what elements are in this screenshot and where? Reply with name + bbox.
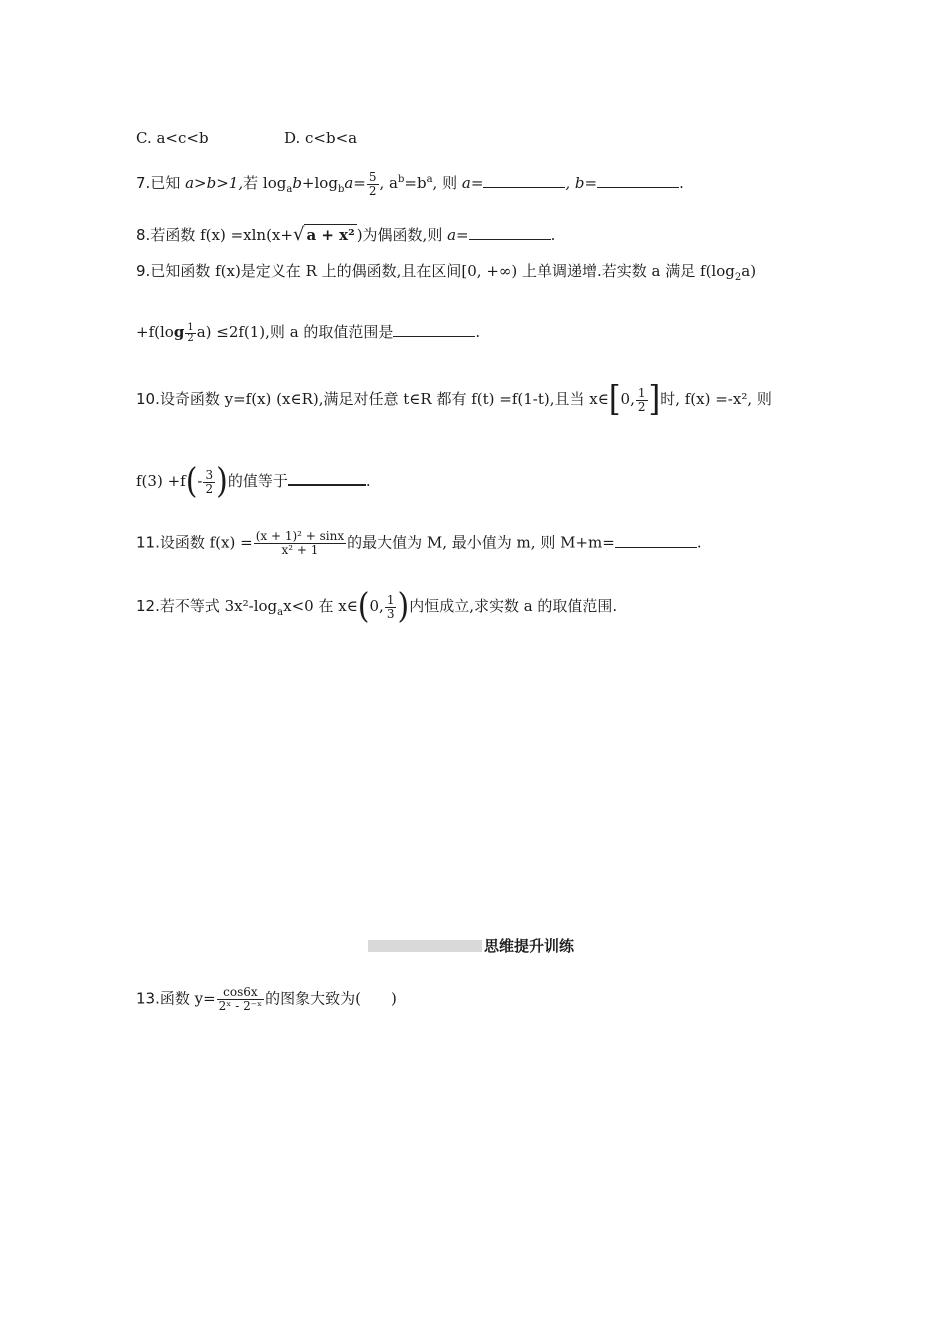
q11-text: 设函数 f(x) = xyxy=(159,533,253,552)
question-number: 7. xyxy=(136,174,151,192)
q7-a-label: a= xyxy=(461,174,484,192)
q12-frac-bot: 3 xyxy=(386,606,395,621)
q13-text: 函数 y= xyxy=(159,989,216,1008)
q13-frac-bot: 2ˣ - 2⁻ˣ xyxy=(218,999,263,1013)
q10-minus: - xyxy=(197,472,203,490)
q10-text: f(3) +f xyxy=(136,472,186,490)
q9-sub-top: 1 xyxy=(187,321,194,333)
question-9-line-1 xyxy=(136,261,756,288)
q8-text: )为偶函数,则 xyxy=(356,226,443,244)
q9-text: a) xyxy=(741,262,757,280)
q9-end: . xyxy=(475,323,481,341)
q7-b-blank[interactable] xyxy=(597,173,679,188)
q7-condition: a>b>1, xyxy=(185,174,244,192)
q8-text: 若函数 xyxy=(150,226,196,244)
q7-end: . xyxy=(679,174,684,192)
question-10-line-2: f(3) +f(- $\frac{3}{2}$ )的值等于 . xyxy=(136,461,371,502)
question-number: 8. xyxy=(136,226,151,244)
q10-fraction xyxy=(203,469,215,496)
question-number: 13. xyxy=(136,989,160,1008)
q9-text: g xyxy=(173,323,185,341)
q7-a-blank[interactable] xyxy=(483,173,565,188)
question-10-line-1: 10.设奇函数 y=f(x) (x∈R),满足对任意 t∈R 都有 f(t) =f(1-t),且当 x∈[0, $\frac{1}{2}$ ]时, f(x) =-x², 则 xyxy=(136,379,772,420)
question-number: 10. xyxy=(136,390,160,408)
q12-interval: 0, xyxy=(369,597,384,615)
section-title: 思维提升训练 xyxy=(484,937,575,955)
question-7: 7.已知 a>b>1,若 $\log_ab+\log_ba=$ $\frac{5}{2}$ , $a^b=b^a$, 则 a= , b= . xyxy=(136,169,684,198)
section-divider-bar xyxy=(368,940,482,952)
question-13 xyxy=(136,986,397,1013)
q12-frac-top: 1 xyxy=(386,592,395,607)
q7-text: , a xyxy=(379,174,398,192)
q12-interval-fraction xyxy=(385,594,397,621)
q7-fraction xyxy=(367,171,379,198)
q11-blank[interactable] xyxy=(615,533,697,548)
question-number: 11. xyxy=(136,533,160,552)
question-11 xyxy=(136,530,702,557)
q11-text: 的最大值为 M, 最小值为 m, 则 M+m= xyxy=(347,533,615,552)
q10-frac-top: 3 xyxy=(205,467,214,482)
q7-frac-bot: 2 xyxy=(368,183,377,198)
q7-frac-top: 5 xyxy=(368,169,377,184)
q8-function: f(x) =xln(x+ xyxy=(200,226,293,244)
q6-option-c xyxy=(136,128,209,148)
q12-text: 若不等式 3x²-log xyxy=(159,597,278,615)
q7-text: , 则 xyxy=(432,174,458,192)
question-number: 9. xyxy=(136,262,151,280)
q6-option-d xyxy=(284,128,357,148)
q7-text: 若 xyxy=(243,174,259,192)
q8-a-label: a= xyxy=(447,226,469,244)
q13-text: 的图象大致为( ) xyxy=(265,989,397,1008)
q7-log: log xyxy=(262,174,287,192)
q10-interval: 0, xyxy=(620,390,635,408)
question-12: 12.若不等式 $3x^2-\log_ax<0$ 在 x∈(0, $\frac{1}{3}$ )内恒成立,求实数 a 的取值范围. xyxy=(136,586,618,627)
question-number: 12. xyxy=(136,597,160,615)
q10-blank[interactable] xyxy=(288,470,366,486)
q10-text: 的值等于 xyxy=(227,472,288,490)
q11-fraction xyxy=(254,530,346,557)
q9-sub-bot: 2 xyxy=(187,332,194,344)
q7-log: log xyxy=(314,174,338,192)
q12-sub: a xyxy=(277,607,284,618)
q10-text: 时, f(x) =-x², 则 xyxy=(660,390,772,408)
q10-text: 设奇函数 y=f(x) (x∈R),满足对任意 t∈R 都有 f(t) =f(1-t),且当 x∈ xyxy=(159,390,609,408)
q10-frac-top: 1 xyxy=(637,385,646,400)
q9-sub: 2 xyxy=(734,272,742,283)
q11-end: . xyxy=(696,533,702,552)
q12-text: x<0 在 x∈ xyxy=(283,597,358,615)
question-9-line-2 xyxy=(136,322,480,344)
q7-text: =b xyxy=(404,174,427,192)
q13-frac-top: cos6x xyxy=(217,986,264,1000)
q12-text: 内恒成立,求实数 a 的取值范围. xyxy=(409,597,618,615)
q9-text: +f(lo xyxy=(136,323,174,341)
q6-option-d-text: D. c<b<a xyxy=(284,129,358,147)
q13-fraction xyxy=(217,986,264,1013)
question-8: 8.若函数 f(x) =xln(x+√ a + x² )为偶函数,则 a= . xyxy=(136,224,556,245)
q7-text: 已知 xyxy=(150,174,181,192)
q6-option-c-text: C. a<c<b xyxy=(136,129,209,147)
q9-text: a) ≤2f(1),则 a 的取值范围是 xyxy=(196,323,394,341)
q8-a-blank[interactable] xyxy=(469,225,551,240)
q11-frac-top: (x + 1)² + sinx xyxy=(255,529,345,543)
q8-sqrt-body: a + x² xyxy=(306,226,355,244)
q11-frac-bot: x² + 1 xyxy=(281,543,319,557)
q10-frac-bot: 2 xyxy=(205,481,214,496)
q7-b-label: , b= xyxy=(565,174,598,192)
q10-interval-fraction xyxy=(636,387,648,414)
q9-blank[interactable] xyxy=(393,322,475,337)
q8-end: . xyxy=(550,226,556,244)
q10-frac-bot: 2 xyxy=(637,399,646,414)
q9-sub-fraction xyxy=(185,323,195,344)
q10-end: . xyxy=(365,472,371,490)
q9-text: 已知函数 f(x)是定义在 R 上的偶函数,且在区间[0, +∞) 上单调递增.若实数 a 满足 f(log xyxy=(150,262,735,280)
